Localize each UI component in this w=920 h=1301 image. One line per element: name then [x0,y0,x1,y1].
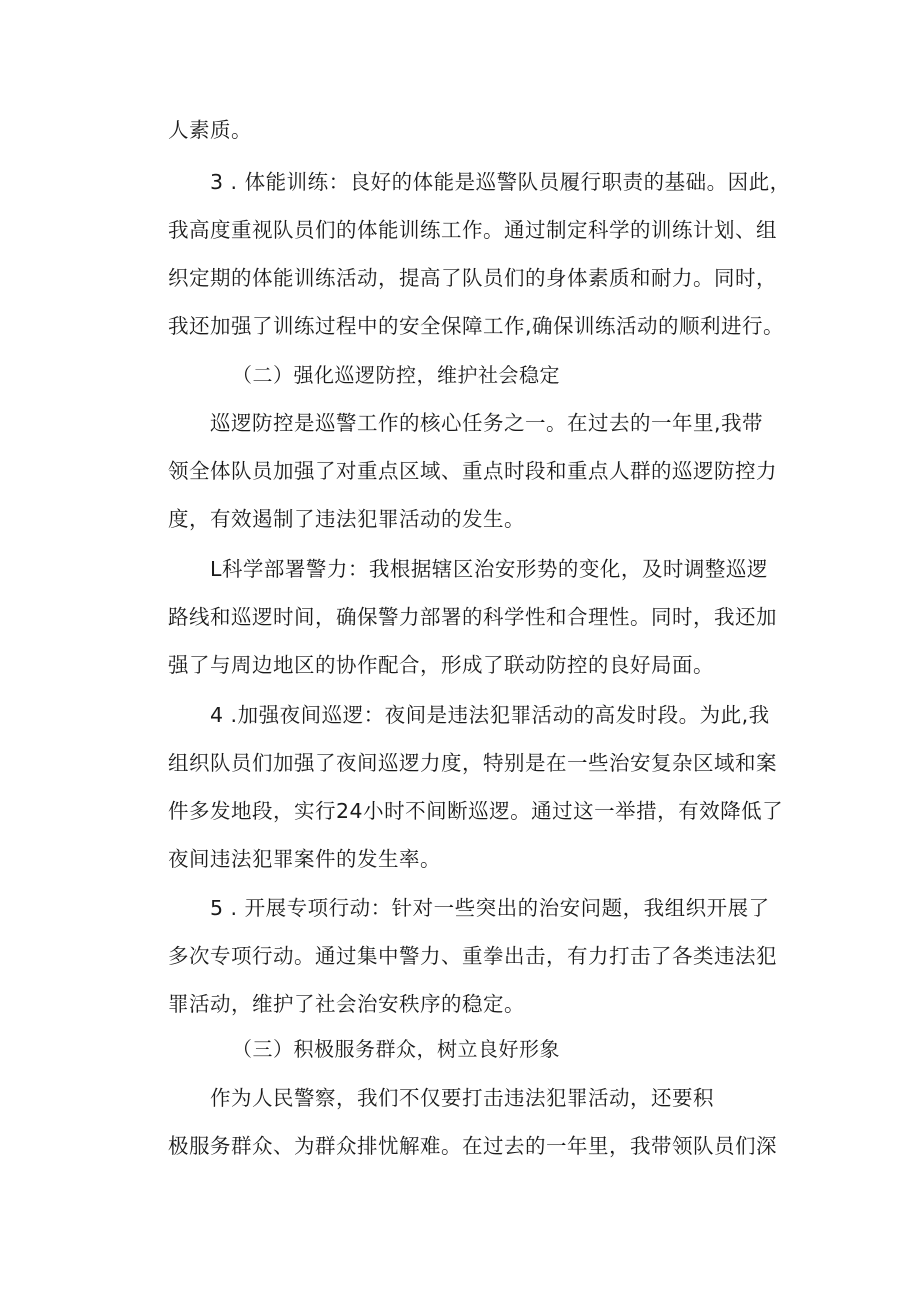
paragraph-line: 度，有效遏制了违法犯罪活动的发生。 [168,507,525,531]
paragraph-line: 作为人民警察，我们不仅要打击违法犯罪活动，还要积 [210,1086,714,1110]
paragraph-line: 5 . 开展专项行动：针对一些突出的治安问题，我组织开展了 [210,896,770,920]
paragraph-line: 夜间违法犯罪案件的发生率。 [168,847,441,871]
paragraph-line: 罪活动，维护了社会治安秩序的稳定。 [168,992,525,1016]
paragraph-line: 组织队员们加强了夜间巡逻力度，特别是在一些治安复杂区域和案 [168,751,777,775]
paragraph-line: 我高度重视队员们的体能训练工作。通过制定科学的训练计划、组 [168,218,777,242]
paragraph-line: 织定期的体能训练活动，提高了队员们的身体素质和耐力。同时， [168,266,777,290]
paragraph-line: 件多发地段，实行24小时不间断巡逻。通过这一举措，有效降低了 [168,799,784,823]
paragraph-line: 极服务群众、为群众排忧解难。在过去的一年里，我带领队员们深 [168,1134,777,1158]
paragraph-line: 人素质。 [168,118,252,142]
section-heading: （二）强化巡逻防控，维护社会稳定 [232,363,560,387]
paragraph-line: 我还加强了训练过程中的安全保障工作,确保训练活动的顺利进行。 [168,314,785,338]
paragraph-line: 路线和巡逻时间，确保警力部署的科学性和合理性。同时，我还加 [168,605,777,629]
paragraph-line: 巡逻防控是巡警工作的核心任务之一。在过去的一年里,我带 [210,411,764,435]
paragraph-line: 4 .加强夜间巡逻：夜间是违法犯罪活动的高发时段。为此,我 [210,703,770,727]
paragraph-line: 3 . 体能训练：良好的体能是巡警队员履行职责的基础。因此， [210,170,791,194]
paragraph-line: 多次专项行动。通过集中警力、重拳出击，有力打击了各类违法犯 [168,944,777,968]
paragraph-line: 强了与周边地区的协作配合，形成了联动防控的良好局面。 [168,653,714,677]
paragraph-line: 领全体队员加强了对重点区域、重点时段和重点人群的巡逻防控力 [168,459,777,483]
paragraph-line: L科学部署警力：我根据辖区治安形势的变化，及时调整巡逻 [210,557,768,581]
section-heading: （三）积极服务群众，树立良好形象 [232,1037,560,1061]
